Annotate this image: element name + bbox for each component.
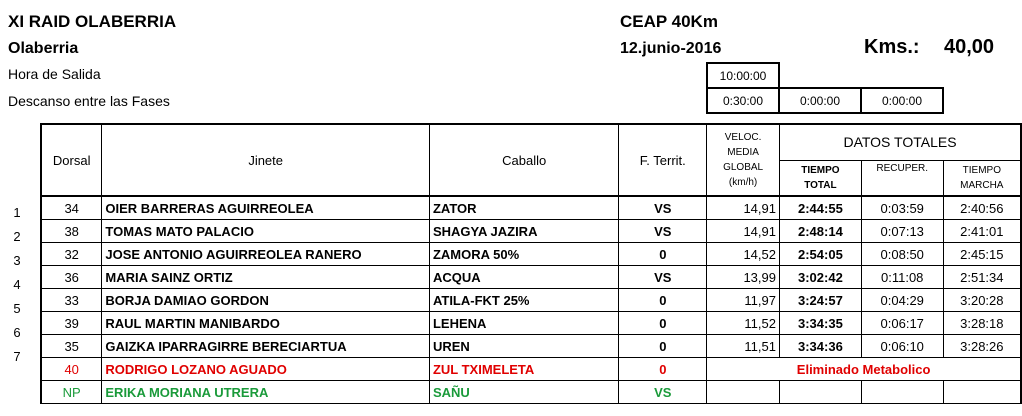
- results-table: [40, 123, 1022, 404]
- row-position: 1: [13, 205, 21, 220]
- category-title: CEAP 40Km: [620, 12, 718, 31]
- cell-territ: 0: [619, 358, 707, 381]
- cell-veloc: 14,91: [707, 220, 780, 243]
- cell-dorsal: 38: [41, 220, 102, 243]
- table-row: [41, 266, 1021, 289]
- table-row: [41, 312, 1021, 335]
- cell-caballo: UREN: [429, 335, 618, 358]
- cell-caballo: LEHENA: [429, 312, 618, 335]
- cell-dorsal: 36: [41, 266, 102, 289]
- cell-recuper: 0:06:10: [861, 335, 943, 358]
- event-location: Olaberria: [8, 40, 79, 57]
- cell-veloc: 11,52: [707, 312, 780, 335]
- kms-label: Kms.:: [864, 36, 920, 58]
- header-veloc-line: GLOBAL: [723, 162, 764, 173]
- cell-recuper: 0:04:29: [861, 289, 943, 312]
- cell-territ: 0: [619, 243, 707, 266]
- cell-marcha: 3:28:26: [943, 335, 1021, 358]
- row-position: 4: [13, 277, 21, 292]
- cell-dorsal: 32: [41, 243, 102, 266]
- cell-veloc: 14,52: [707, 243, 780, 266]
- cell-total: 3:34:36: [780, 335, 862, 358]
- header-line: MARCHA: [960, 179, 1004, 191]
- row-position: 2: [13, 229, 21, 244]
- cell-jinete: RODRIGO LOZANO AGUADO: [102, 358, 430, 381]
- cell-total: 2:44:55: [780, 196, 862, 220]
- cell-total: 3:02:42: [780, 266, 862, 289]
- cell-jinete: JOSE ANTONIO AGUIRREOLEA RANERO: [102, 243, 430, 266]
- start-time-label: Hora de Salida: [8, 66, 101, 82]
- table-row: [41, 335, 1021, 358]
- cell-marcha: 2:45:15: [943, 243, 1021, 266]
- row-position: 6: [13, 325, 21, 340]
- cell-dorsal: 39: [41, 312, 102, 335]
- cell-total: 2:48:14: [780, 220, 862, 243]
- cell-veloc: 13,99: [707, 266, 780, 289]
- cell-jinete: ERIKA MORIANA UTRERA: [102, 381, 430, 404]
- table-row: [41, 243, 1021, 266]
- cell-territ: 0: [619, 312, 707, 335]
- header-line: TIEMPO: [801, 164, 840, 176]
- cell-dorsal: 40: [41, 358, 102, 381]
- cell-caballo: SAÑU: [429, 381, 618, 404]
- row-position: 5: [13, 301, 21, 316]
- header-jinete: Jinete: [102, 124, 430, 196]
- header-veloc: [707, 124, 780, 196]
- cell-total: 3:34:35: [780, 312, 862, 335]
- cell-territ: 0: [619, 289, 707, 312]
- start-time-box: 10:00:00: [706, 62, 780, 89]
- cell-empty: [861, 381, 943, 404]
- header-datos-totales: DATOS TOTALES: [780, 124, 1022, 160]
- cell-marcha: 2:40:56: [943, 196, 1021, 220]
- cell-caballo: ZUL TXIMELETA: [429, 358, 618, 381]
- header-recuper: RECUPER.: [861, 160, 943, 196]
- cell-recuper: 0:06:17: [861, 312, 943, 335]
- cell-veloc: 11,51: [707, 335, 780, 358]
- cell-caballo: ATILA-FKT 25%: [429, 289, 618, 312]
- cell-total: 3:24:57: [780, 289, 862, 312]
- header-territ: F. Territ.: [619, 124, 707, 196]
- cell-jinete: BORJA DAMIAO GORDON: [102, 289, 430, 312]
- event-title: XI RAID OLABERRIA: [8, 12, 177, 31]
- header-veloc-line: (km/h): [728, 177, 758, 188]
- cell-dorsal: NP: [41, 381, 102, 404]
- cell-marcha: 2:41:01: [943, 220, 1021, 243]
- row-position: 7: [13, 349, 21, 364]
- cell-empty: [780, 381, 862, 404]
- row-position: 3: [13, 253, 21, 268]
- table-row-np: [41, 381, 1021, 404]
- cell-dorsal: 34: [41, 196, 102, 220]
- header-line: TOTAL: [804, 179, 837, 191]
- cell-territ: VS: [619, 196, 707, 220]
- rest-time-box-2: 0:00:00: [778, 87, 862, 114]
- header-veloc-line: VELOC.: [724, 132, 762, 143]
- cell-veloc: 14,91: [707, 196, 780, 220]
- cell-jinete: TOMAS MATO PALACIO: [102, 220, 430, 243]
- cell-marcha: 3:28:18: [943, 312, 1021, 335]
- cell-total: 2:54:05: [780, 243, 862, 266]
- cell-caballo: ZATOR: [429, 196, 618, 220]
- kms-value: 40,00: [944, 36, 995, 58]
- cell-empty: [707, 381, 780, 404]
- table-row: [41, 220, 1021, 243]
- header-line: TIEMPO: [962, 164, 1001, 176]
- table-row: [41, 289, 1021, 312]
- cell-territ: VS: [619, 266, 707, 289]
- cell-empty: [943, 381, 1021, 404]
- header-veloc-line: MEDIA: [727, 147, 759, 158]
- event-date: 12.junio-2016: [620, 40, 722, 57]
- cell-veloc: 11,97: [707, 289, 780, 312]
- cell-recuper: 0:07:13: [861, 220, 943, 243]
- cell-jinete: RAUL MARTIN MANIBARDO: [102, 312, 430, 335]
- cell-marcha: 3:20:28: [943, 289, 1021, 312]
- cell-territ: VS: [619, 220, 707, 243]
- table-row-eliminated: [41, 358, 1021, 381]
- header-caballo: Caballo: [429, 124, 618, 196]
- table-row: [41, 196, 1021, 220]
- cell-marcha: 2:51:34: [943, 266, 1021, 289]
- rest-time-box-1: 0:30:00: [706, 87, 780, 114]
- rest-label: Descanso entre las Fases: [8, 93, 170, 109]
- cell-dorsal: 33: [41, 289, 102, 312]
- cell-recuper: 0:11:08: [861, 266, 943, 289]
- rest-time-box-3: 0:00:00: [860, 87, 944, 114]
- cell-dorsal: 35: [41, 335, 102, 358]
- cell-recuper: 0:03:59: [861, 196, 943, 220]
- cell-caballo: ACQUA: [429, 266, 618, 289]
- cell-territ: VS: [619, 381, 707, 404]
- header-dorsal: Dorsal: [41, 124, 102, 196]
- header-tiempo-marcha: [943, 160, 1021, 196]
- cell-recuper: 0:08:50: [861, 243, 943, 266]
- cell-eliminated-note: Eliminado Metabolico: [707, 358, 1021, 381]
- cell-jinete: OIER BARRERAS AGUIRREOLEA: [102, 196, 430, 220]
- cell-jinete: GAIZKA IPARRAGIRRE BERECIARTUA: [102, 335, 430, 358]
- cell-caballo: ZAMORA 50%: [429, 243, 618, 266]
- cell-jinete: MARIA SAINZ ORTIZ: [102, 266, 430, 289]
- cell-territ: 0: [619, 335, 707, 358]
- cell-caballo: SHAGYA JAZIRA: [429, 220, 618, 243]
- header-tiempo-total: [780, 160, 862, 196]
